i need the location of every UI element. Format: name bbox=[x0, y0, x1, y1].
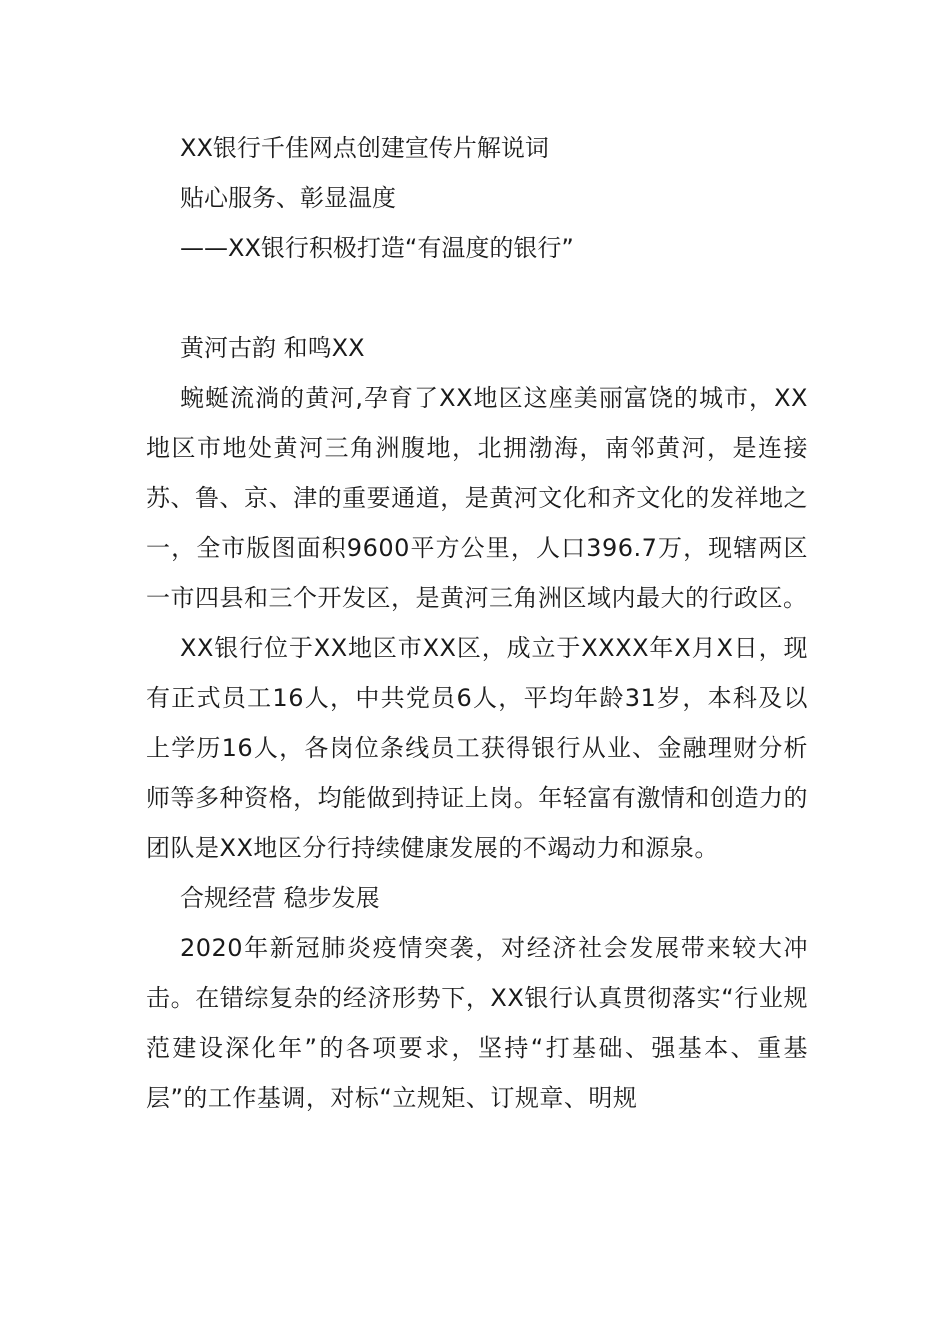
body-paragraph: 2020年新冠肺炎疫情突袭，对经济社会发展带来较大冲击。在错综复杂的经济形势下，XX银行认真贯彻落实“行业规范建设深化年”的各项要求，坚持“打基础、强基本、重基层”的工作基调，对标“立规矩、订规章、明规 bbox=[146, 934, 808, 1112]
body-paragraph: 蜿蜒流淌的黄河,孕育了XX地区这座美丽富饶的城市，XX地区市地处黄河三角洲腹地，北拥渤海，南邻黄河，是连接苏、鲁、京、津的重要通道，是黄河文化和齐文化的发祥地之一，全市版图面积9600平方公里，人口396.7万，现辖两区一市四县和三个开发区，是黄河三角洲区域内最大的行政区。 bbox=[146, 384, 808, 612]
section-heading: 黄河古韵 和鸣XX bbox=[180, 334, 365, 362]
document-subtitle: 贴心服务、彰显温度 bbox=[180, 184, 396, 212]
document-body bbox=[146, 123, 808, 1123]
document-title: XX银行千佳网点创建宣传片解说词 bbox=[180, 134, 549, 162]
section-heading: 合规经营 稳步发展 bbox=[180, 884, 380, 912]
document-tagline: ——XX银行积极打造“有温度的银行” bbox=[180, 234, 574, 262]
blank-line bbox=[146, 273, 808, 323]
body-paragraph: XX银行位于XX地区市XX区，成立于XXXX年X月X日，现有正式员工16人，中共党员6人，平均年龄31岁，本科及以上学历16人，各岗位条线员工获得银行从业、金融理财分析师等多种资格，均能做到持证上岗。年轻富有激情和创造力的团队是XX地区分行持续健康发展的不竭动力和源泉。 bbox=[146, 634, 808, 862]
